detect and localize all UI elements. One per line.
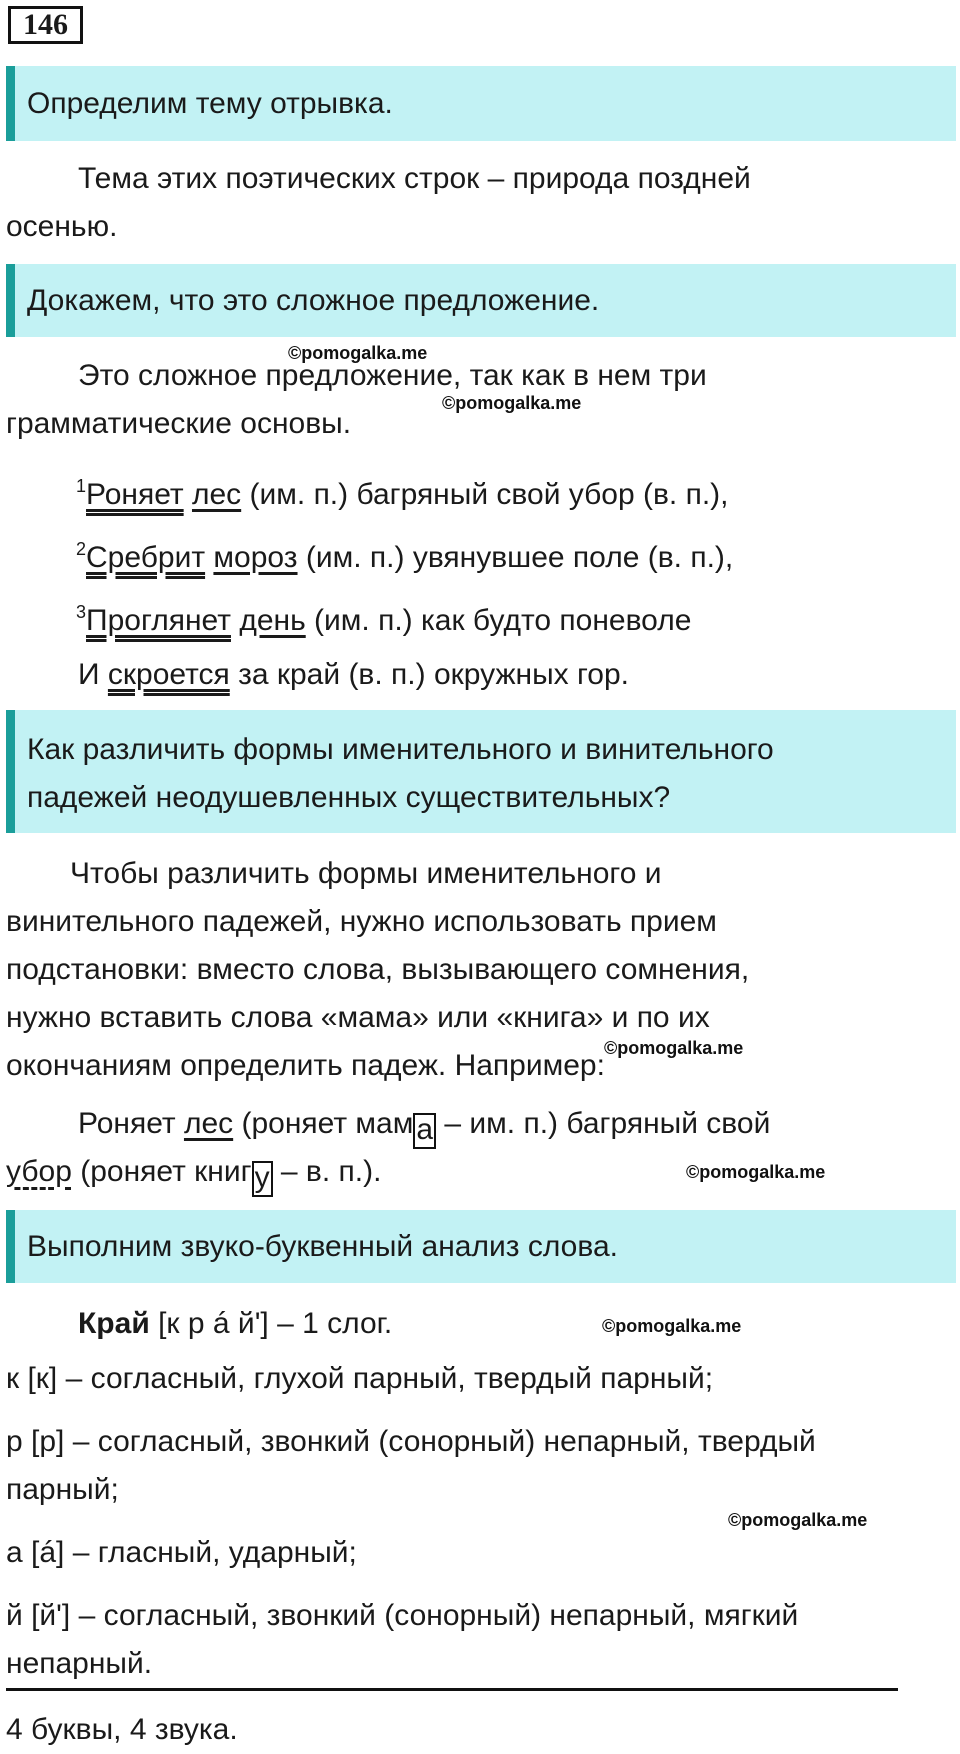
phonetic-line-r: р [р] – согласный, звонкий (сонорный) непарный, твердый bbox=[6, 1425, 816, 1458]
divider-line bbox=[6, 1688, 898, 1691]
cases-text-line1: Чтобы различить формы именительного и bbox=[70, 857, 662, 890]
phonetic-line-i: й [й'] – согласный, звонкий (сонорный) непарный, мягкий bbox=[6, 1599, 799, 1632]
task-number: 146 bbox=[8, 6, 83, 44]
poem-line-4: И скроется за край (в. п.) окружных гор. bbox=[78, 658, 629, 691]
phonetic-line-k: к [к] – согласный, глухой парный, твердый парный; bbox=[6, 1362, 714, 1395]
cases-header-line2: падежей неодушевленных существительных? bbox=[27, 781, 671, 814]
watermark: ©pomogalka.me bbox=[604, 1038, 744, 1058]
phonetic-line-a: а [á] – гласный, ударный; bbox=[6, 1536, 357, 1569]
phonetic-line-i-cont: непарный. bbox=[6, 1647, 153, 1680]
section-header-topic: Определим тему отрывка. bbox=[6, 66, 956, 141]
section-header-cases bbox=[6, 710, 956, 833]
watermark: ©pomogalka.me bbox=[728, 1510, 868, 1530]
cases-header-line1: Как различить формы именительного и винительного bbox=[27, 733, 774, 766]
example-line-1: Роняет лес (роняет мам а – им. п.) багряный свой bbox=[78, 1100, 770, 1149]
phonetic-summary: 4 буквы, 4 звука. bbox=[6, 1713, 238, 1746]
cases-text-line4: нужно вставить слова «мама» или «книга» и по их bbox=[6, 1001, 710, 1034]
example-line-2: убор (роняет книг у – в. п.). bbox=[6, 1148, 381, 1197]
cases-text-line5: окончаниям определить падеж. Например: bbox=[6, 1049, 605, 1082]
watermark: ©pomogalka.me bbox=[442, 393, 582, 413]
section-header-complex-sentence: Докажем, что это сложное предложение. bbox=[6, 264, 956, 337]
poem-line-2: $^2$Сребрит мороз (им. п.) увянувшее поле (в. п.), bbox=[76, 539, 734, 574]
watermark: ©pomogalka.me bbox=[602, 1316, 742, 1336]
poem-line-3: $^3$Проглянет день (им. п.) как будто поневоле bbox=[76, 602, 692, 637]
complex-text-line2: грамматические основы. bbox=[6, 407, 352, 440]
complex-text-line1: Это сложное предложение, так как в нем три bbox=[78, 359, 707, 392]
ending-box: у bbox=[252, 1161, 273, 1197]
poem-line-1: $^1$Роняет лес (им. п.) багряный свой убор (в. п.), bbox=[76, 476, 729, 511]
phonetic-word-line: Край [к р á й'] – 1 слог. bbox=[78, 1307, 393, 1340]
section-header-phonetic: Выполним звуко-буквенный анализ слова. bbox=[6, 1210, 956, 1283]
watermark: ©pomogalka.me bbox=[686, 1162, 826, 1182]
topic-text-line1: Тема этих поэтических строк – природа поздней bbox=[78, 162, 751, 195]
phonetic-line-r-cont: парный; bbox=[6, 1473, 119, 1506]
cases-text-line2: винительного падежей, нужно использовать прием bbox=[6, 905, 717, 938]
watermark: ©pomogalka.me bbox=[288, 343, 428, 363]
ending-box: а bbox=[413, 1113, 436, 1149]
cases-text-line3: подстановки: вместо слова, вызывающего сомнения, bbox=[6, 953, 750, 986]
topic-text-line2: осенью. bbox=[6, 210, 118, 243]
